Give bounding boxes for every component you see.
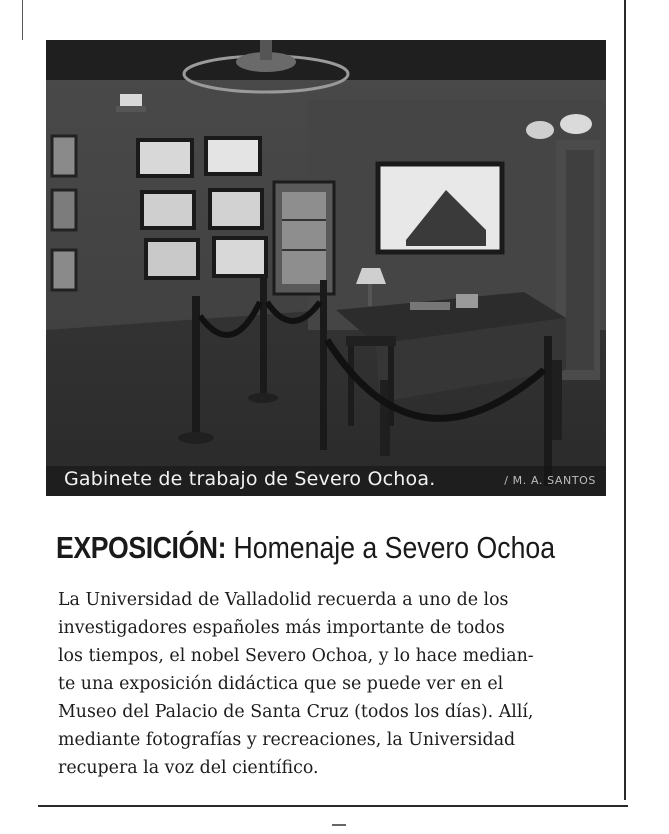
- large-framed-picture: [378, 164, 502, 252]
- article-headline: [56, 530, 555, 566]
- photo-caption: Gabinete de trabajo de Severo Ochoa.: [64, 468, 436, 490]
- study-room-illustration: [46, 40, 606, 496]
- headline-title: Homenaje a Severo Ochoa: [233, 530, 556, 565]
- exhibition-photo: [46, 40, 606, 496]
- body-line: mediante fotografías y recreaciones, la Universidad: [58, 730, 516, 750]
- body-line: te una exposición didáctica que se puede ver en el: [58, 674, 504, 694]
- body-line: recupera la voz del científico.: [58, 758, 319, 778]
- article-body: [58, 586, 614, 782]
- clipping-edge-left: [22, 0, 23, 40]
- body-line: investigadores españoles más importante de todos: [58, 618, 505, 638]
- display-cabinet: [274, 182, 334, 294]
- photo-caption-bar: [46, 466, 606, 496]
- body-line: La Universidad de Valladolid recuerda a uno de los: [58, 590, 509, 610]
- body-line: Museo del Palacio de Santa Cruz (todos los días). Allí,: [58, 702, 534, 722]
- photo-credit: / M. A. SANTOS: [504, 474, 596, 487]
- clipping-edge-bottom: [38, 805, 628, 807]
- page-mark: [332, 824, 346, 826]
- clipping-edge-right: [624, 0, 626, 800]
- wall-lamp: [116, 94, 146, 112]
- body-line: los tiempos, el nobel Severo Ochoa, y lo hace median-: [58, 646, 534, 666]
- headline-kicker: EXPOSICIÓN:: [56, 530, 227, 565]
